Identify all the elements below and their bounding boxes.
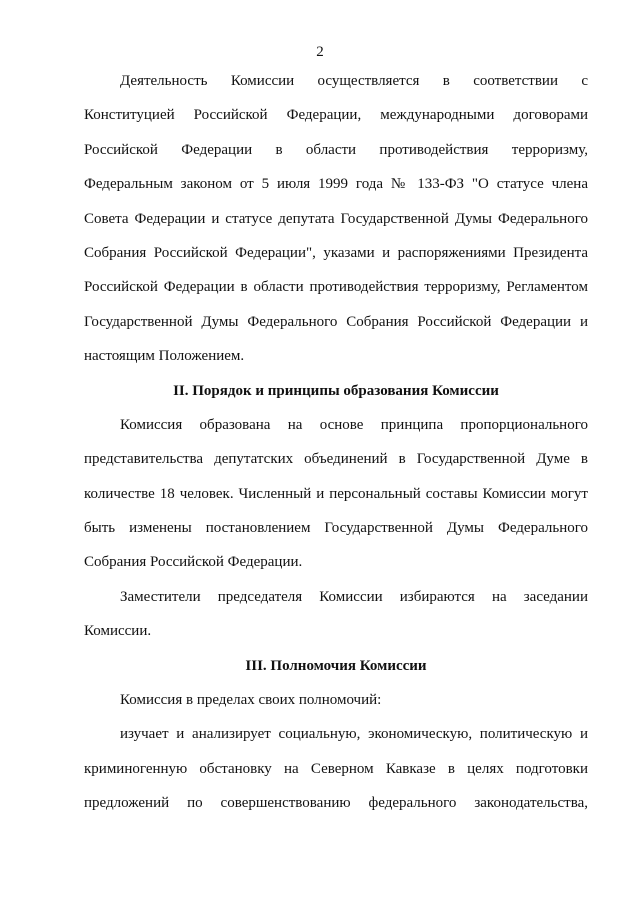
text-line: количестве 18 человек. Численный и персональный составы Комиссии могут [84, 485, 588, 502]
text-line: Комиссия в пределах своих полномочий: [120, 692, 382, 709]
text-line: изучает и анализирует социальную, экономическую, политическую и [120, 726, 588, 743]
text-line: предложений по совершенствованию федерального законодательства, [84, 795, 588, 812]
text-line: Комиссия образована на основе принципа пропорционального [120, 416, 588, 433]
section-heading: II. Порядок и принципы образования Комиссии [173, 382, 499, 399]
text-line: Государственной Думы Федерального Собрания Российской Федерации и [84, 313, 588, 330]
text-line: Конституцией Российской Федерации, международными договорами [84, 107, 588, 124]
text-line: представительства депутатских объединений в Государственной Думе в [84, 451, 588, 468]
page-number: 2 [316, 44, 324, 60]
text-line: Совета Федерации и статусе депутата Государственной Думы Федерального [84, 210, 588, 227]
text-line: Заместители председателя Комиссии избираются на заседании [120, 588, 588, 605]
text-line: Комиссии. [84, 623, 152, 640]
text-line: Российской Федерации в области противодействия терроризму, [84, 141, 588, 158]
text-line: криминогенную обстановку на Северном Кавказе в целях подготовки [84, 760, 588, 777]
text-line: Федеральным законом от 5 июля 1999 года № 133-ФЗ "О статусе члена [84, 176, 588, 193]
text-line: Деятельность Комиссии осуществляется в соответствии с [120, 73, 588, 89]
text-line: Собрания Российской Федерации", указами и распоряжениями Президента [84, 244, 588, 261]
document-body [84, 64, 588, 821]
text-line: Российской Федерации в области противодействия терроризму, Регламентом [84, 279, 588, 296]
text-line: Собрания Российской Федерации. [84, 554, 303, 571]
text-line: быть изменены постановлением Государственной Думы Федерального [84, 520, 588, 537]
section-heading: III. Полномочия Комиссии [245, 657, 427, 674]
text-line: настоящим Положением. [84, 348, 245, 365]
